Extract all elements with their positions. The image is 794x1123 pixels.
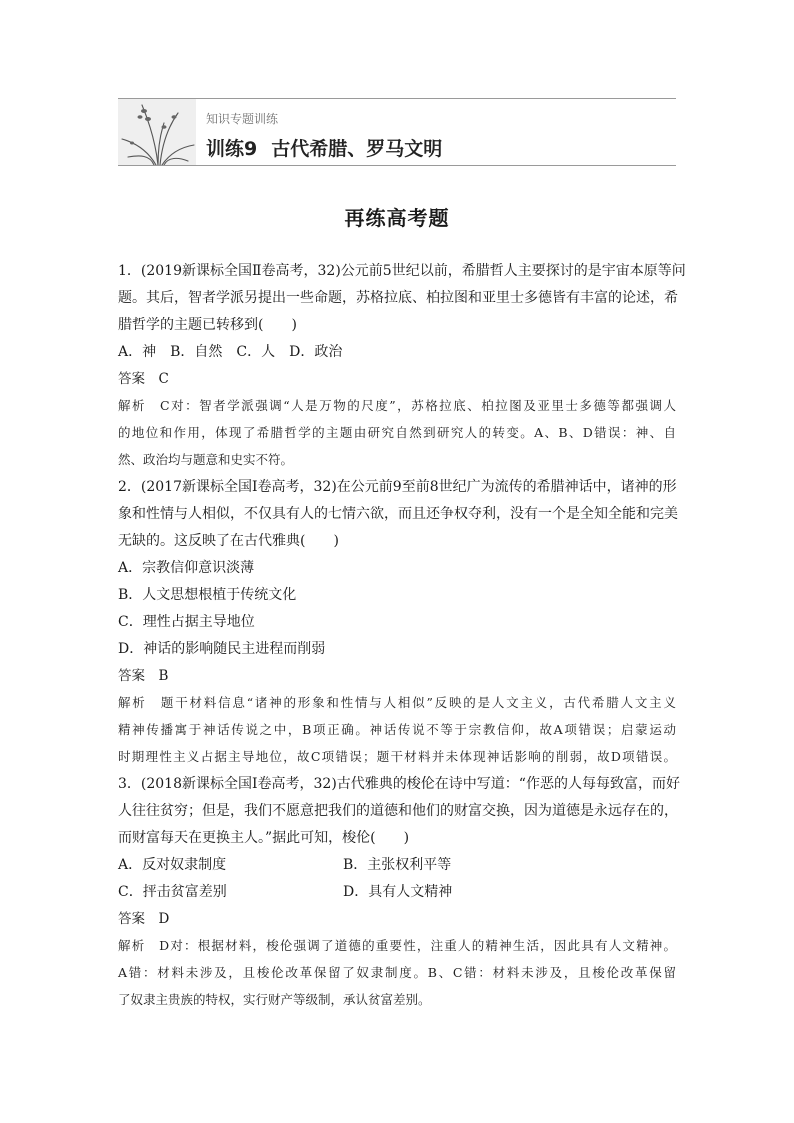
- section-title: 再练高考题: [344, 206, 450, 230]
- q2-option: B．人文思想根植于传统文化: [118, 587, 297, 603]
- title-text: 古代希腊、罗马文明: [271, 138, 443, 160]
- q3-option: D．具有人文精神: [343, 884, 453, 900]
- q3-option: A．反对奴隶制度: [118, 857, 227, 873]
- page-title: [206, 134, 442, 161]
- answer-value: C: [158, 371, 169, 387]
- q1-answer: [118, 369, 169, 389]
- orchid-illustration-icon: [118, 99, 196, 165]
- q3-analysis-line: A错：材料未涉及，且梭伦改革保留了奴隶制度。B、C错：材料未涉及，且梭伦改革保留: [118, 965, 676, 980]
- q1-analysis-line: 然、政治均与题意和史实不符。: [118, 452, 294, 467]
- q2-analysis-line: 精神传播寓于神话传说之中，B项正确。神话传说不等于宗教信仰，故A项错误；启蒙运动: [118, 722, 676, 737]
- q2-answer: [118, 666, 168, 686]
- answer-label: 答案: [118, 371, 145, 387]
- q1-stem-line: 题。其后，智者学派另提出一些命题，苏格拉底、柏拉图和亚里士多德皆有丰富的论述，希: [118, 290, 678, 306]
- q1-options: A．神 B．自然 C．人 D．政治: [118, 344, 343, 360]
- header-bottom-rule: [118, 165, 676, 166]
- q3-stem-line: 而财富每天在更换主人。”据此可知，梭伦( ): [118, 830, 410, 846]
- q3-option: C．抨击贫富差别: [118, 884, 227, 900]
- q1-stem-line: 腊哲学的主题已转移到( ): [118, 317, 297, 333]
- q2-stem-line: 象和性情与人相似，不仅具有人的七情六欲，而且还争权夺利，没有一个是全知全能和完美: [118, 506, 678, 522]
- page-header: [118, 98, 676, 166]
- q2-stem-line: 2．(2017新课标全国Ⅰ卷高考，32)在公元前9至前8世纪广为流传的希腊神话中，诸神的形: [118, 479, 677, 495]
- header-eyebrow: 知识专题训练: [206, 112, 279, 126]
- header-top-rule: [118, 98, 676, 99]
- q2-option: C．理性占据主导地位: [118, 614, 255, 630]
- title-number: 训练9: [206, 138, 258, 160]
- q2-stem-line: 无缺的。这反映了在古代雅典( ): [118, 533, 339, 549]
- q3-answer: [118, 909, 169, 929]
- answer-value: D: [158, 911, 170, 927]
- answer-label: 答案: [118, 911, 145, 927]
- q2-option: D．神话的影响随民主进程而削弱: [118, 641, 326, 657]
- answer-label: 答案: [118, 668, 145, 684]
- q2-option: A．宗教信仰意识淡薄: [118, 560, 255, 576]
- q3-stem-line: 3．(2018新课标全国Ⅰ卷高考，32)古代雅典的梭伦在诗中写道：“作恶的人每每致富，而好: [118, 776, 680, 792]
- q1-analysis-line: 的地位和作用，体现了希腊哲学的主题由研究自然到研究人的转变。A、B、D错误：神、自: [118, 425, 676, 440]
- q2-analysis-line: 解析 题干材料信息“诸神的形象和性情与人相似”反映的是人文主义，古代希腊人文主义: [118, 695, 676, 710]
- q1-stem-line: 1．(2019新课标全国Ⅱ卷高考，32)公元前5世纪以前，希腊哲人主要探讨的是宇宙本原等问: [118, 263, 686, 279]
- q3-analysis-line: 解析 D对：根据材料，梭伦强调了道德的重要性，注重人的精神生活，因此具有人文精神。: [118, 938, 676, 953]
- q3-option: B．主张权利平等: [343, 857, 452, 873]
- q3-analysis-line: 了奴隶主贵族的特权，实行财产等级制，承认贫富差别。: [118, 992, 431, 1007]
- q2-analysis-line: 时期理性主义占据主导地位，故C项错误；题干材料并未体现神话影响的削弱，故D项错误。: [118, 749, 676, 764]
- answer-value: B: [158, 668, 169, 684]
- q3-stem-line: 人往往贫穷；但是，我们不愿意把我们的道德和他们的财富交换，因为道德是永远存在的，: [118, 803, 678, 819]
- q1-analysis-line: 解析 C对：智者学派强调“人是万物的尺度”，苏格拉底、柏拉图及亚里士多德等都强调人: [118, 398, 676, 413]
